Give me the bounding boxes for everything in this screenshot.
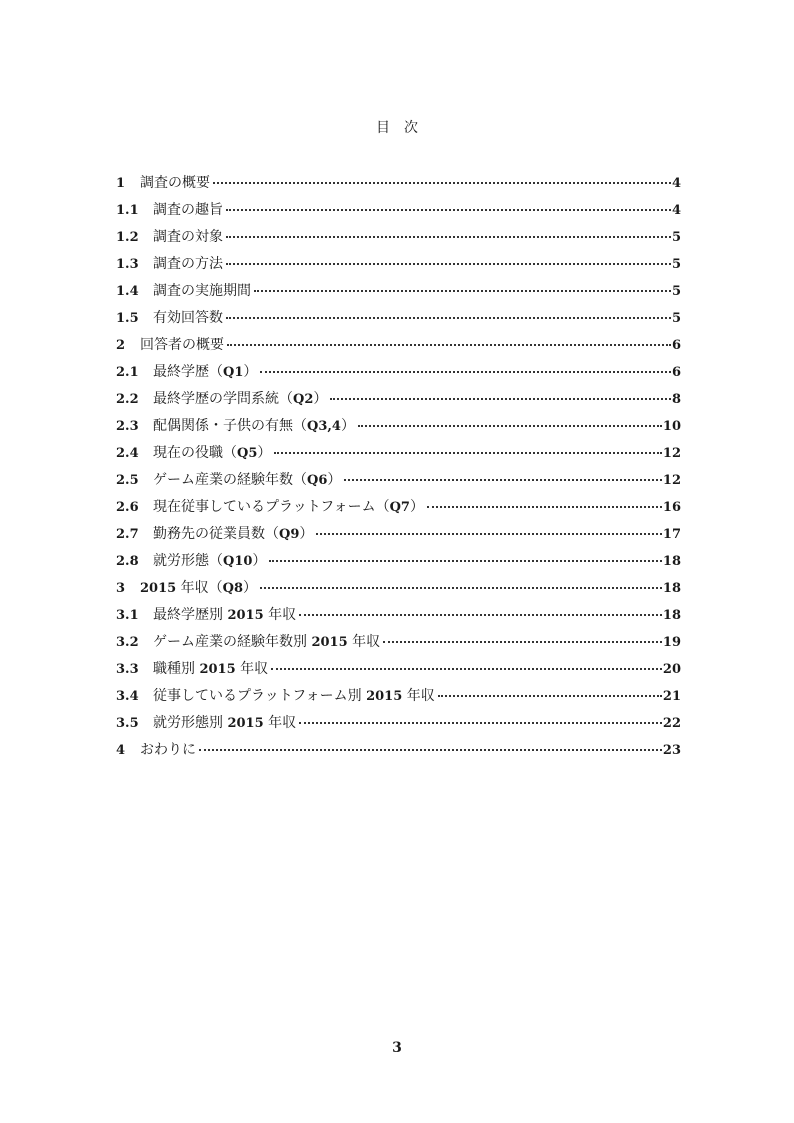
dot-leader xyxy=(274,452,662,454)
toc-entry-page: 16 xyxy=(662,500,681,515)
toc-entry[interactable] xyxy=(116,496,681,523)
toc-entry-label: 現在の役職（Q5） xyxy=(153,445,272,461)
toc-entry-number: 2.4 xyxy=(116,446,139,461)
toc-entry-number: 1.4 xyxy=(116,284,139,299)
toc-entry-label: 調査の方法 xyxy=(153,256,223,272)
dot-leader xyxy=(383,641,662,643)
toc-entry[interactable] xyxy=(116,550,681,577)
toc-entry-label: 就労形態別 2015 年収 xyxy=(153,715,297,731)
toc-entry[interactable] xyxy=(116,334,681,361)
toc-entry-number: 2.1 xyxy=(116,365,139,380)
toc-entry-number: 1 xyxy=(116,176,126,191)
toc-entry-page: 22 xyxy=(662,716,681,731)
toc-entry-number: 2.5 xyxy=(116,473,139,488)
toc-entry-label: 調査の実施期間 xyxy=(153,283,251,299)
toc-entry[interactable] xyxy=(116,253,681,280)
toc-entry[interactable] xyxy=(116,172,681,199)
dot-leader xyxy=(226,209,671,211)
toc-entry[interactable] xyxy=(116,280,681,307)
toc-entry-number: 4 xyxy=(116,743,126,758)
dot-leader xyxy=(299,614,662,616)
toc-entry-number: 2.8 xyxy=(116,554,139,569)
toc-entry-page: 21 xyxy=(662,689,681,704)
dot-leader xyxy=(254,290,671,292)
dot-leader xyxy=(226,317,671,319)
toc-entry[interactable] xyxy=(116,442,681,469)
toc-entry[interactable] xyxy=(116,307,681,334)
toc-entry[interactable] xyxy=(116,226,681,253)
dot-leader xyxy=(269,560,661,562)
toc-entry[interactable] xyxy=(116,199,681,226)
toc-entry-label: 最終学歴（Q1） xyxy=(153,364,258,380)
toc-entry-number: 2 xyxy=(116,338,126,353)
toc-entry-page: 10 xyxy=(662,419,681,434)
toc-entry-label: 従事しているプラットフォーム別 2015 年収 xyxy=(153,688,435,704)
toc-entry-page: 12 xyxy=(662,473,681,488)
dot-leader xyxy=(438,695,662,697)
toc-entry-page: 5 xyxy=(671,284,681,299)
toc-entry[interactable] xyxy=(116,658,681,685)
toc-entry-number: 3.4 xyxy=(116,689,139,704)
toc-entry-number: 1.2 xyxy=(116,230,139,245)
dot-leader xyxy=(427,506,662,508)
toc-entry-page: 18 xyxy=(662,581,681,596)
toc-entry-number: 1.1 xyxy=(116,203,139,218)
toc-entry-label: 就労形態（Q10） xyxy=(153,553,267,569)
dot-leader xyxy=(271,668,662,670)
toc-entry-label: 最終学歴の学問系統（Q2） xyxy=(153,391,328,407)
toc-entry[interactable] xyxy=(116,388,681,415)
toc-entry[interactable] xyxy=(116,739,681,766)
toc-entry[interactable] xyxy=(116,685,681,712)
toc-entry-page: 5 xyxy=(671,311,681,326)
dot-leader xyxy=(227,344,671,346)
dot-leader xyxy=(344,479,662,481)
dot-leader xyxy=(358,425,662,427)
dot-leader xyxy=(260,587,662,589)
toc-entry-label: 職種別 2015 年収 xyxy=(153,661,269,677)
toc-entry[interactable] xyxy=(116,577,681,604)
toc-entry-page: 20 xyxy=(662,662,681,677)
dot-leader xyxy=(316,533,662,535)
toc-entry[interactable] xyxy=(116,361,681,388)
toc-entry-label: 最終学歴別 2015 年収 xyxy=(153,607,297,623)
toc-entry-label: 勤務先の従業員数（Q9） xyxy=(153,526,314,542)
toc-entry-page: 17 xyxy=(662,527,681,542)
toc-entry[interactable] xyxy=(116,469,681,496)
toc-entry-page: 5 xyxy=(671,230,681,245)
toc-entry-label: 有効回答数 xyxy=(153,310,223,326)
toc-entry-page: 18 xyxy=(662,554,681,569)
dot-leader xyxy=(226,263,671,265)
toc-entry[interactable] xyxy=(116,604,681,631)
toc-entry-page: 4 xyxy=(671,176,681,191)
toc-entry-page: 12 xyxy=(662,446,681,461)
dot-leader xyxy=(330,398,671,400)
toc-entry-page: 6 xyxy=(671,365,681,380)
toc-entry[interactable] xyxy=(116,712,681,739)
toc-entry-number: 2.3 xyxy=(116,419,139,434)
toc-entry-label: 調査の対象 xyxy=(153,229,223,245)
toc-entry-number: 1.5 xyxy=(116,311,139,326)
table-of-contents xyxy=(116,172,681,766)
toc-entry-page: 19 xyxy=(662,635,681,650)
page-number: 3 xyxy=(392,1040,402,1056)
toc-entry-number: 3.5 xyxy=(116,716,139,731)
toc-entry-number: 3.1 xyxy=(116,608,139,623)
dot-leader xyxy=(260,371,671,373)
toc-entry-number: 2.2 xyxy=(116,392,139,407)
toc-entry-page: 8 xyxy=(671,392,681,407)
dot-leader xyxy=(213,182,671,184)
toc-entry[interactable] xyxy=(116,415,681,442)
toc-entry-label: 2015 年収（Q8） xyxy=(140,580,258,596)
toc-title: 目次 xyxy=(376,120,432,136)
toc-entry-number: 3.3 xyxy=(116,662,139,677)
toc-entry-label: 調査の趣旨 xyxy=(153,202,223,218)
toc-entry-label: ゲーム産業の経験年数別 2015 年収 xyxy=(153,634,381,650)
toc-entry-page: 4 xyxy=(671,203,681,218)
toc-entry[interactable] xyxy=(116,631,681,658)
toc-entry-label: ゲーム産業の経験年数（Q6） xyxy=(153,472,342,488)
toc-entry-page: 23 xyxy=(662,743,681,758)
toc-entry-number: 1.3 xyxy=(116,257,139,272)
toc-entry-label: 調査の概要 xyxy=(140,175,210,191)
toc-entry-page: 6 xyxy=(671,338,681,353)
toc-entry-number: 3.2 xyxy=(116,635,139,650)
dot-leader xyxy=(226,236,671,238)
dot-leader xyxy=(199,749,662,751)
toc-entry-label: おわりに xyxy=(140,742,196,758)
toc-entry-number: 2.7 xyxy=(116,527,139,542)
dot-leader xyxy=(299,722,662,724)
toc-entry-label: 現在従事しているプラットフォーム（Q7） xyxy=(153,499,424,515)
toc-entry-number: 2.6 xyxy=(116,500,139,515)
toc-entry-label: 回答者の概要 xyxy=(140,337,224,353)
toc-entry-label: 配偶関係・子供の有無（Q3,4） xyxy=(153,418,355,434)
toc-entry-page: 18 xyxy=(662,608,681,623)
toc-entry[interactable] xyxy=(116,523,681,550)
toc-entry-number: 3 xyxy=(116,581,126,596)
toc-entry-page: 5 xyxy=(671,257,681,272)
